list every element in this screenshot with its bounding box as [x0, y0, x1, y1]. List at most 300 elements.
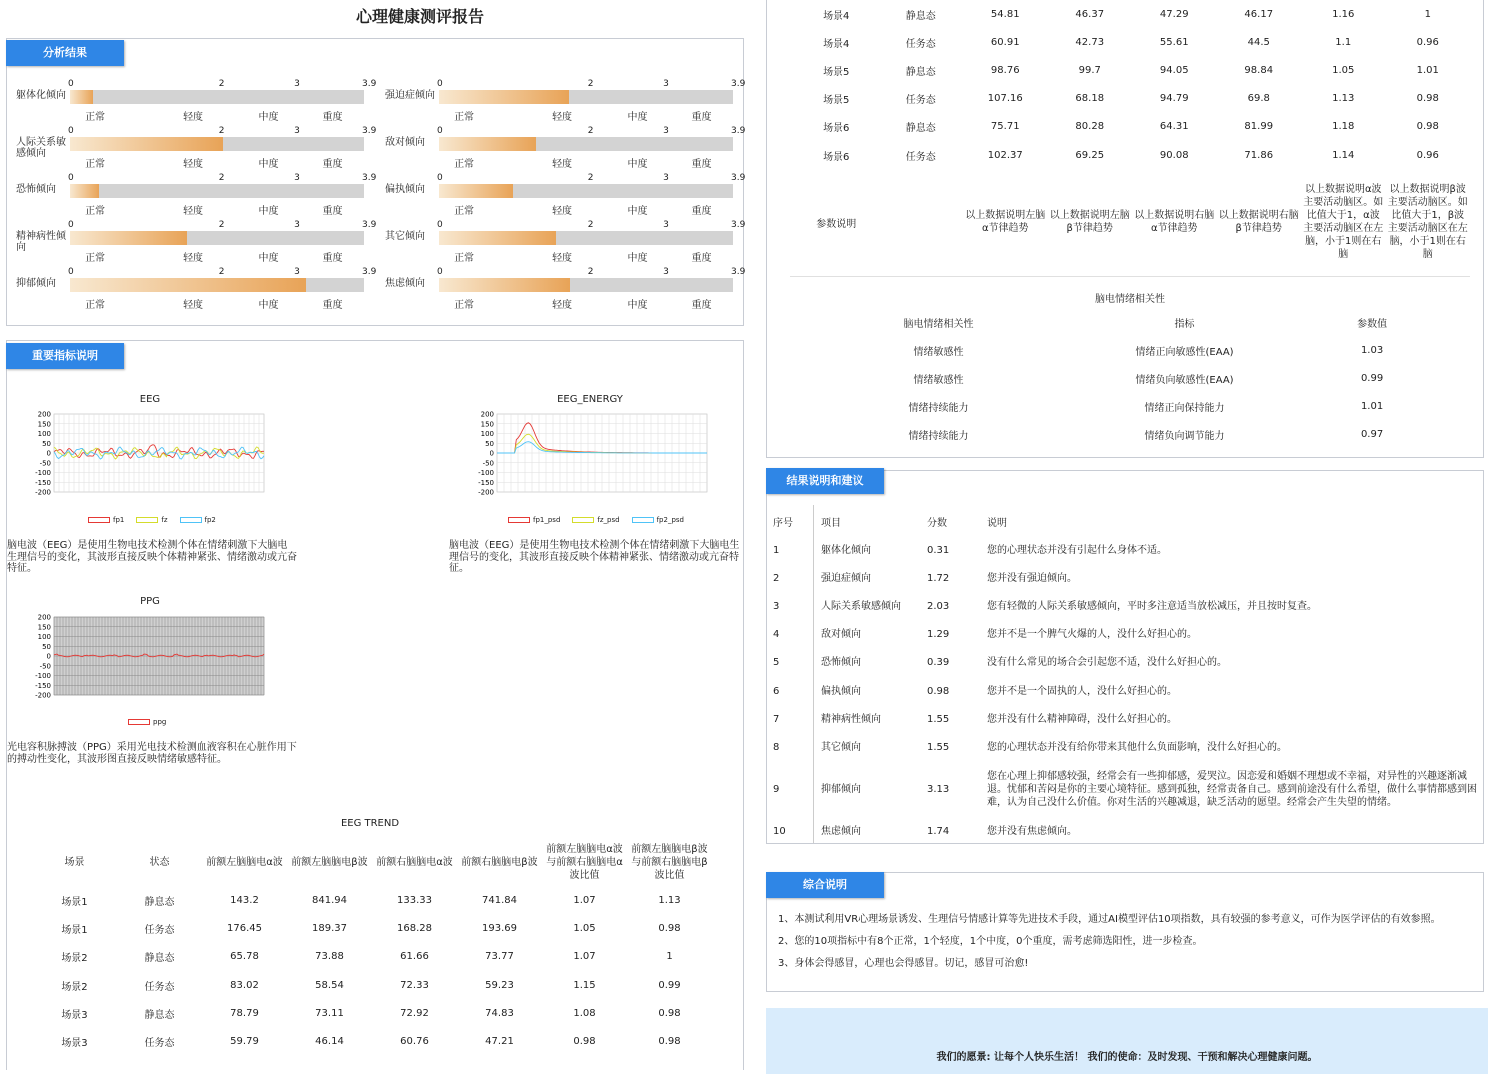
y-tick-label: 0	[46, 652, 51, 661]
table-cell: 59.79	[230, 1036, 259, 1048]
table-row	[766, 818, 1486, 846]
table-cell: 98.76	[990, 64, 1020, 76]
scale-tick: 2	[587, 267, 594, 277]
table-cell: 1.15	[573, 979, 596, 991]
energy-description: 脑电波（EEG）是使用生物电技术检测个体在情绪刺激下大脑电生理信号的变化，其波形直接反映个体精神紧张、情绪激动或亢奋特征。	[449, 540, 740, 574]
scale-tick: 3	[663, 173, 669, 183]
table-cell: 1.16	[1332, 8, 1355, 20]
table-cell: 您并没有什么精神障碍，没什么好担心的。	[987, 713, 1177, 725]
factor-track	[70, 90, 364, 104]
table-row	[32, 943, 712, 971]
header-cell: 场景	[64, 856, 85, 868]
table-cell: 静息态	[905, 66, 936, 78]
table-cell: 场景6	[823, 151, 850, 163]
factor-label: 精神病性倾向	[16, 231, 66, 253]
eeg-chart-title: EEG	[139, 394, 161, 405]
table-cell: 场景3	[61, 1009, 88, 1021]
scale-tick: 3	[663, 79, 669, 89]
y-tick-label: -100	[478, 469, 494, 477]
header-cell: 前额右脑脑电α波	[376, 856, 453, 868]
table-cell: 1.55	[927, 713, 950, 725]
factor-fill	[439, 90, 569, 104]
factor-fill	[70, 278, 306, 292]
table-cell: 0.96	[1416, 36, 1439, 48]
table-cell: 您并没有焦虑倾向。	[987, 826, 1077, 838]
scale-level: 中度	[627, 253, 648, 264]
table-cell: 场景4	[823, 10, 850, 22]
scale-tick: 2	[218, 267, 225, 277]
scale-level: 正常	[454, 112, 475, 123]
table-row	[766, 705, 1486, 733]
table-cell: 场景2	[61, 953, 88, 965]
param-note: 以上数据说明β波主要活动脑区。如比值大于1，β波主要活动脑区在左脑，小于1则在右脑	[1387, 184, 1468, 261]
table-cell: 71.86	[1244, 149, 1274, 161]
legend-swatch	[180, 517, 202, 523]
legend-item	[180, 514, 216, 526]
table-cell: 场景1	[61, 896, 88, 908]
energy-legend	[508, 514, 708, 526]
table-cell: 98.84	[1244, 64, 1274, 76]
table-cell: 10	[773, 826, 786, 838]
scale-tick: 2	[218, 126, 225, 136]
table-cell: 74.83	[485, 1007, 514, 1019]
table-cell: 8	[773, 741, 780, 753]
table-cell: 72.92	[400, 1007, 429, 1019]
table-cell: 1.08	[573, 1007, 596, 1019]
param-note: 以上数据说明α波主要活动脑区。如比值大于1，α波主要活动脑区在左脑，小于1则在右脑	[1303, 184, 1384, 261]
header-cell: 状态	[149, 856, 170, 868]
emotion-table	[836, 308, 1416, 449]
table-cell: 您并不是一个固执的人，没什么好担心的。	[987, 685, 1177, 697]
y-tick-label: 100	[37, 633, 51, 641]
header-cell: 脑电情绪相关性	[903, 318, 974, 330]
ppg-chart	[20, 611, 270, 703]
table-cell: 抑郁倾向	[821, 784, 861, 795]
scale-tick: 3	[294, 126, 300, 136]
legend-swatch	[136, 517, 158, 523]
table-cell: 情绪正向保持能力	[1144, 402, 1225, 414]
table-cell: 1.55	[927, 741, 950, 753]
factor-label: 躯体化倾向	[16, 90, 66, 101]
table-cell: 176.45	[227, 922, 262, 934]
table-cell: 场景2	[61, 981, 88, 993]
table-cell: 78.79	[230, 1007, 259, 1019]
factor-label: 其它倾向	[385, 231, 425, 242]
y-tick-label: -50	[482, 459, 494, 468]
table-row	[794, 28, 1470, 56]
legend-swatch	[88, 517, 110, 523]
table-cell: 1.07	[573, 894, 596, 906]
table-cell: 1.29	[927, 629, 950, 641]
scale-tick: 3	[663, 267, 669, 277]
table-row	[836, 392, 1416, 420]
ppg-description: 光电容积脉搏波（PPG）采用光电技术检测血液容积在心脏作用下的搏动性变化，其波形图直接反映情绪敏感特征。	[7, 742, 297, 765]
scale-tick: 2	[218, 173, 225, 183]
scale-level: 重度	[322, 112, 343, 123]
scale-level: 轻度	[552, 112, 573, 123]
table-cell: 1.1	[1335, 36, 1352, 48]
header-cell: 指标	[1174, 318, 1195, 330]
y-tick-label: -50	[39, 459, 51, 468]
table-cell: 3.13	[927, 784, 950, 795]
spacer	[879, 169, 964, 275]
footer-banner	[766, 1008, 1488, 1074]
legend-item	[572, 514, 619, 526]
table-cell: 189.37	[312, 922, 347, 934]
table-cell: 场景6	[823, 123, 850, 135]
ppg-chart-title: PPG	[140, 596, 160, 607]
scale-level: 正常	[454, 206, 475, 217]
table-cell: 0.31	[927, 544, 950, 556]
table-cell: 情绪负向敏感性(EAA)	[1135, 374, 1234, 386]
legend-item	[632, 514, 684, 526]
table-cell: 73.11	[315, 1007, 344, 1019]
table-cell: 静息态	[144, 953, 175, 965]
legend-swatch	[632, 517, 654, 523]
scale-level: 轻度	[552, 206, 573, 217]
factor-fill	[70, 137, 223, 151]
table-cell: 焦虑倾向	[821, 826, 861, 838]
legend-swatch	[572, 517, 594, 523]
scale-tick: 0	[68, 126, 74, 136]
legend-label: fp1	[113, 516, 125, 524]
scale-level: 重度	[691, 206, 712, 217]
table-cell: 0.97	[1360, 429, 1384, 441]
scale-tick: 0	[437, 220, 443, 230]
table-cell: 55.61	[1159, 36, 1189, 48]
table-cell: 3	[773, 600, 780, 612]
legend-item	[508, 514, 560, 526]
factor-track	[70, 231, 364, 245]
table-cell: 107.16	[987, 93, 1023, 105]
scale-level: 中度	[627, 206, 648, 217]
eeg-chart	[20, 408, 270, 500]
scale-level: 中度	[627, 159, 648, 170]
table-cell: 73.77	[485, 951, 514, 963]
table-header	[766, 506, 1486, 536]
table-cell: 1.14	[1332, 149, 1355, 161]
scale-tick: 3	[294, 173, 300, 183]
summary-line-1: 1、本测试利用VR心理场景诱发、生理信号情感计算等先进技术手段，通过AI模型评估10项指数，具有较强的参考意义，可作为医学评估的有效参照。	[778, 914, 1441, 925]
y-tick-label: -50	[39, 662, 51, 671]
table-cell: 任务态	[905, 95, 936, 107]
legend-item	[128, 716, 166, 728]
scale-tick: 0	[437, 126, 443, 136]
table-cell: 其它倾向	[821, 741, 861, 753]
table-cell: 0.98	[658, 1007, 681, 1019]
factor-label: 敌对倾向	[385, 137, 425, 148]
table-cell: 1.01	[1360, 400, 1384, 412]
y-tick-label: 100	[480, 430, 494, 438]
table-row	[794, 0, 1470, 28]
table-cell: 0.39	[927, 657, 950, 669]
table-cell: 60.91	[990, 36, 1020, 48]
legend-label: fp2	[204, 516, 216, 524]
table-cell: 46.37	[1075, 8, 1105, 20]
y-tick-label: -100	[35, 469, 51, 477]
factor-track	[439, 184, 733, 198]
scale-level: 轻度	[183, 112, 204, 123]
factor-label: 人际关系敏感倾向	[16, 137, 66, 159]
table-cell: 143.2	[230, 894, 259, 906]
legend-item	[88, 514, 124, 526]
y-tick-label: -200	[35, 691, 51, 700]
scale-level: 轻度	[183, 206, 204, 217]
legend-swatch	[508, 517, 530, 523]
scale-tick: 2	[218, 220, 225, 230]
table-cell: 静息态	[905, 123, 936, 135]
factor-fill	[439, 278, 570, 292]
y-tick-label: 50	[42, 439, 51, 448]
table-row	[794, 141, 1470, 169]
table-cell: 6	[773, 685, 780, 697]
table-row	[32, 914, 712, 942]
indicators-header: 重要指标说明	[6, 343, 124, 369]
table-cell: 1.03	[1360, 344, 1384, 356]
scale-tick: 3.9	[362, 79, 377, 89]
table-cell: 任务态	[144, 1038, 175, 1050]
table-cell: 47.21	[485, 1036, 514, 1048]
table-cell: 场景1	[61, 924, 88, 936]
table-cell: 54.81	[990, 8, 1020, 20]
table-cell: 0.98	[1416, 93, 1439, 105]
param-note: 以上数据说明右脑β节律趋势	[1218, 210, 1299, 235]
table-cell: 精神病性倾向	[821, 713, 881, 725]
report-title: 心理健康测评报告	[355, 7, 484, 26]
table-cell: 72.33	[400, 979, 429, 991]
scale-level: 重度	[691, 159, 712, 170]
param-row	[794, 169, 1470, 275]
scale-tick: 3.9	[731, 126, 746, 136]
table-row	[794, 113, 1470, 141]
scale-tick: 3	[294, 79, 300, 89]
legend-swatch	[128, 719, 150, 725]
scale-tick: 2	[218, 79, 225, 89]
scale-level: 正常	[85, 300, 106, 311]
table-cell: 133.33	[397, 894, 432, 906]
table-header	[32, 838, 712, 886]
table-cell: 1.07	[573, 951, 596, 963]
table-cell: 0.98	[1416, 121, 1439, 133]
table-row	[32, 971, 712, 999]
header-cell: 前额右脑脑电β波	[461, 856, 538, 868]
table-cell: 恐怖倾向	[821, 657, 861, 669]
table-row	[32, 886, 712, 914]
factor-label: 强迫症倾向	[385, 90, 435, 101]
scale-tick: 3	[294, 220, 300, 230]
factor-label: 抑郁倾向	[16, 278, 56, 289]
table-cell: 0.98	[927, 685, 950, 697]
summary-header: 综合说明	[766, 872, 884, 898]
table-cell: 场景4	[823, 38, 850, 50]
scale-level: 重度	[322, 159, 343, 170]
header-cell: 前额左脑脑电α波与前额右脑脑电α波比值	[546, 843, 623, 881]
table-cell: 0.99	[658, 979, 681, 991]
scale-tick: 0	[68, 173, 74, 183]
table-cell: 情绪持续能力	[908, 402, 969, 414]
table-cell: 64.31	[1159, 121, 1189, 133]
scale-level: 重度	[322, 253, 343, 264]
scale-level: 轻度	[552, 253, 573, 264]
scale-tick: 2	[587, 79, 594, 89]
table-cell: 1.72	[927, 572, 950, 584]
scale-level: 重度	[691, 300, 712, 311]
table-cell: 0.96	[1416, 149, 1439, 161]
table-row	[766, 762, 1486, 818]
trend-title: EEG TREND	[340, 818, 400, 829]
y-tick-label: -150	[35, 681, 51, 690]
param-label: 参数说明	[816, 218, 857, 230]
header-cell: 序号	[773, 517, 793, 529]
scale-level: 重度	[691, 253, 712, 264]
scale-tick: 0	[68, 220, 74, 230]
scale-level: 中度	[258, 253, 279, 264]
divider	[790, 276, 1470, 277]
table-cell: 102.37	[987, 149, 1023, 161]
table-cell: 69.25	[1075, 149, 1105, 161]
table-cell: 99.7	[1078, 64, 1101, 76]
table-cell: 您在心理上抑郁感较强，经常会有一些抑郁感，爱哭泣。因恋爱和婚姻不理想或不幸福，对异性的兴趣逐渐减退。忧郁和苦闷是你的主要心境特征。感到孤独，经常责备自己。感到前途没有什么希望，做什么事情都感到困难，认为自己没什么价值。你对生活的兴趣减退，缺乏活动的愿望。经常会产生失望的情绪。	[987, 771, 1477, 808]
table-row	[836, 364, 1416, 392]
param-note: 以上数据说明左脑β节律趋势	[1049, 210, 1130, 235]
table-row	[766, 677, 1486, 705]
y-tick-label: 0	[489, 449, 494, 458]
scale-tick: 3.9	[731, 267, 746, 277]
table-cell: 任务态	[905, 38, 936, 50]
results-table	[766, 506, 1486, 846]
table-cell: 静息态	[905, 10, 936, 22]
header-cell: 说明	[987, 517, 1007, 529]
table-cell: 9	[773, 784, 780, 795]
table-cell: 68.18	[1075, 93, 1105, 105]
y-tick-label: -100	[35, 672, 51, 680]
table-cell: 1	[666, 951, 673, 963]
param-note: 以上数据说明右脑α节律趋势	[1134, 210, 1215, 235]
factor-fill	[70, 184, 99, 198]
scale-level: 轻度	[183, 300, 204, 311]
table-cell: 静息态	[144, 896, 175, 908]
table-cell: 94.79	[1159, 93, 1189, 105]
table-cell: 5	[773, 657, 780, 669]
legend-item	[136, 514, 167, 526]
legend-label: ppg	[153, 718, 167, 726]
factor-track	[439, 90, 733, 104]
table-cell: 193.69	[482, 922, 517, 934]
table-cell: 44.5	[1247, 36, 1270, 48]
scale-tick: 3	[663, 126, 669, 136]
scale-tick: 3.9	[731, 173, 746, 183]
table-row	[32, 999, 712, 1027]
footer-text: 我们的愿景: 让每个人快乐生活！ 我们的使命：及时发现、干预和解决心理健康问题。	[936, 1052, 1318, 1063]
scale-level: 重度	[322, 300, 343, 311]
y-tick-label: -150	[35, 478, 51, 487]
eeg-trend-table-continued	[794, 0, 1470, 275]
y-tick-label: 200	[480, 410, 494, 419]
scale-level: 中度	[258, 112, 279, 123]
table-cell: 73.88	[315, 951, 344, 963]
header-cell: 前额左脑脑电β波	[291, 856, 368, 868]
scale-tick: 3.9	[362, 173, 377, 183]
scale-tick: 3.9	[362, 126, 377, 136]
table-cell: 情绪正向敏感性(EAA)	[1135, 346, 1234, 358]
header-cell: 前额左脑脑电β波与前额右脑脑电β波比值	[631, 843, 708, 881]
table-row	[766, 649, 1486, 677]
scale-level: 正常	[454, 300, 475, 311]
y-tick-label: 200	[37, 410, 51, 419]
table-row	[836, 336, 1416, 364]
scale-tick: 2	[587, 173, 594, 183]
table-cell: 80.28	[1075, 121, 1105, 133]
scale-level: 重度	[691, 112, 712, 123]
table-cell: 741.84	[482, 894, 517, 906]
ppg-legend	[128, 716, 208, 728]
table-cell: 75.71	[990, 121, 1020, 133]
table-cell: 841.94	[312, 894, 347, 906]
factor-fill	[70, 90, 93, 104]
factor-label: 偏执倾向	[385, 184, 425, 195]
legend-label: fp1_psd	[533, 516, 561, 524]
y-tick-label: 150	[37, 420, 51, 429]
table-cell: 1.05	[1332, 64, 1355, 76]
scale-tick: 3.9	[362, 220, 377, 230]
y-tick-label: 50	[42, 642, 51, 651]
header-cell: 参数值	[1357, 318, 1388, 330]
factor-label: 恐怖倾向	[16, 184, 56, 195]
table-cell: 60.76	[400, 1036, 429, 1048]
scale-level: 正常	[85, 206, 106, 217]
header-cell: 前额左脑脑电α波	[206, 856, 283, 868]
factor-fill	[70, 231, 187, 245]
table-cell: 46.17	[1244, 8, 1274, 20]
table-cell: 90.08	[1159, 149, 1189, 161]
factor-track	[439, 137, 733, 151]
analysis-header: 分析结果	[6, 40, 124, 66]
table-cell: 场景3	[61, 1038, 88, 1050]
factor-track	[439, 278, 733, 292]
legend-label: fz_psd	[597, 516, 620, 524]
table-cell: 0.98	[658, 922, 681, 934]
table-row	[766, 564, 1486, 592]
table-cell: 81.99	[1244, 121, 1274, 133]
scale-level: 中度	[627, 112, 648, 123]
eeg-description: 脑电波（EEG）是使用生物电技术检测个体在情绪刺激下大脑电生理信号的变化，其波形直接反映个体精神紧张、情绪激动或亢奋特征。	[7, 540, 297, 574]
y-tick-label: -150	[478, 478, 494, 487]
y-tick-label: -200	[478, 488, 494, 497]
scale-tick: 0	[437, 173, 443, 183]
table-cell: 65.78	[230, 951, 259, 963]
scale-tick: 0	[68, 267, 74, 277]
table-cell: 1.13	[658, 894, 681, 906]
table-row	[766, 592, 1486, 620]
table-cell: 您有轻微的人际关系敏感倾向，平时多注意适当放松减压，并且按时复查。	[987, 600, 1317, 612]
factor-fill	[439, 137, 536, 151]
factor-fill	[439, 231, 556, 245]
y-tick-label: 150	[480, 420, 494, 429]
factor-track	[70, 184, 364, 198]
table-cell: 任务态	[905, 151, 936, 163]
scale-level: 轻度	[183, 159, 204, 170]
table-cell: 46.14	[315, 1036, 344, 1048]
factor-track	[70, 278, 364, 292]
table-cell: 躯体化倾向	[821, 544, 871, 556]
table-row	[766, 621, 1486, 649]
table-cell: 1.18	[1332, 121, 1355, 133]
table-cell: 1.74	[927, 826, 950, 838]
table-cell: 69.8	[1247, 93, 1270, 105]
table-cell: 情绪敏感性	[913, 346, 964, 358]
table-cell: 您并没有强迫倾向。	[987, 572, 1077, 584]
scale-tick: 0	[437, 267, 443, 277]
